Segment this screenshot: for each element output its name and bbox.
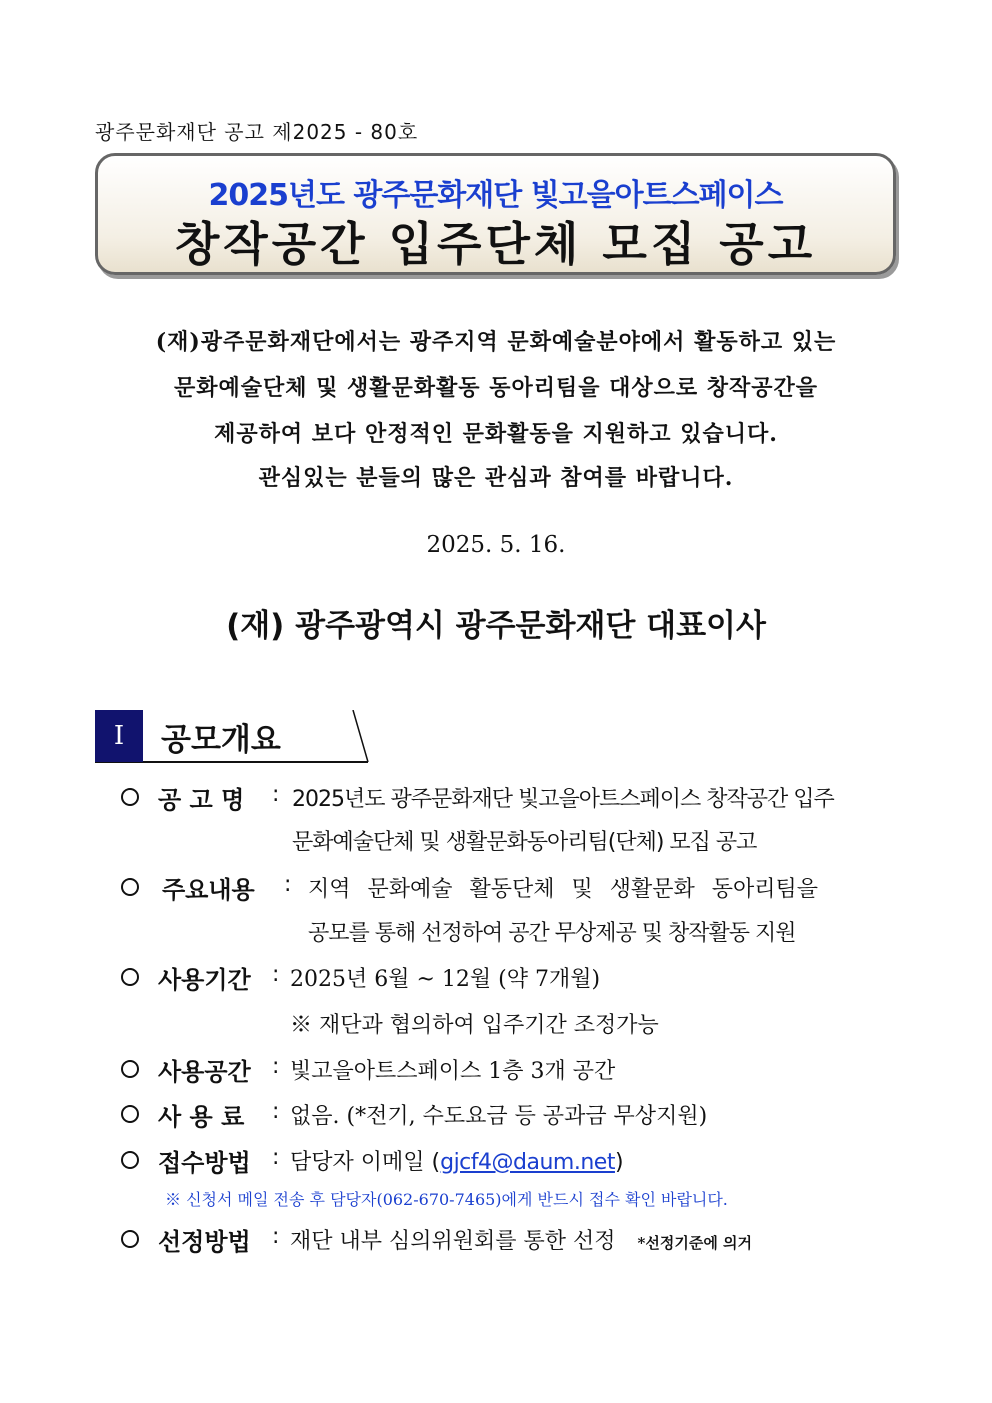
- circle-bullet-icon: [121, 968, 139, 986]
- item-label: 선정방법: [158, 1228, 251, 1256]
- circle-bullet-icon: [121, 1230, 139, 1248]
- circle-bullet-icon: [121, 1151, 139, 1169]
- item-value: 2025년도 광주문화재단 빛고을아트스페이스 창작공간 입주: [292, 787, 834, 812]
- intro-line: (재)광주문화재단에서는 광주지역 문화예술분야에서 활동하고 있는: [155, 329, 837, 355]
- paren-close: ): [614, 1150, 624, 1175]
- circle-bullet-icon: [121, 788, 139, 806]
- title-line-1: 2025년도 광주문화재단 빛고을아트스페이스: [208, 178, 783, 213]
- title-box: [95, 153, 896, 275]
- colon: :: [272, 1224, 280, 1249]
- item-label: 공 고 명: [158, 786, 245, 814]
- apply-text: 담당자 이메일: [290, 1150, 425, 1175]
- notice-number: 광주문화재단 공고 제2025 - 80호: [95, 120, 419, 144]
- item-label: 접수방법: [158, 1149, 251, 1177]
- circle-bullet-icon: [121, 1060, 139, 1078]
- colon: :: [272, 1054, 280, 1079]
- signer: (재) 광주광역시 광주문화재단 대표이사: [226, 608, 766, 644]
- section-title: 공모개요: [161, 722, 281, 758]
- intro-line: 관심있는 분들의 많은 관심과 참여를 바랍니다.: [258, 465, 734, 491]
- colon: :: [272, 1145, 280, 1170]
- notice-date: 2025. 5. 16.: [426, 532, 566, 558]
- item-value: 공모를 통해 선정하여 공간 무상제공 및 창작활동 지원: [308, 921, 796, 946]
- title-line-2: 창작공간 입주단체 모집 공고: [174, 217, 817, 271]
- intro-line: 제공하여 보다 안정적인 문화활동을 지원하고 있습니다.: [214, 421, 778, 447]
- colon: :: [272, 782, 280, 807]
- item-value: 문화예술단체 및 생활문화동아리팀(단체) 모집 공고: [292, 830, 757, 855]
- section-number: Ⅰ: [95, 710, 143, 762]
- circle-bullet-icon: [121, 878, 139, 896]
- email-link[interactable]: gjcf4@daum.net: [440, 1150, 615, 1175]
- selection-note: *선정기준에 의거: [637, 1234, 753, 1252]
- item-label: 사 용 료: [158, 1103, 245, 1131]
- item-value: 없음. (*전기, 수도요금 등 공과금 무상지원): [290, 1104, 708, 1129]
- circle-bullet-icon: [121, 1105, 139, 1123]
- colon: :: [284, 872, 292, 897]
- item-value: 지역 문화예술 활동단체 및 생활문화 동아리팀을: [308, 877, 819, 902]
- paren-open: (: [431, 1150, 441, 1175]
- intro-line: 문화예술단체 및 생활문화활동 동아리팀을 대상으로 창작공간을: [173, 375, 819, 401]
- selection-text: 재단 내부 심의위원회를 통한 선정: [290, 1229, 616, 1254]
- item-label: 사용공간: [158, 1058, 251, 1086]
- colon: :: [272, 962, 280, 987]
- item-label: 주요내용: [162, 876, 255, 904]
- item-value: [290, 1145, 624, 1176]
- section-heading: [95, 710, 370, 766]
- item-value: ※ 재단과 협의하여 입주기간 조정가능: [290, 1013, 659, 1038]
- application-note: ※ 신청서 메일 전송 후 담당자(062-670-7465)에게 반드시 접수 확인 바랍니다.: [165, 1190, 728, 1209]
- colon: :: [272, 1099, 280, 1124]
- item-label: 사용기간: [158, 966, 251, 994]
- item-value: 빛고을아트스페이스 1층 3개 공간: [290, 1059, 616, 1084]
- item-value: [290, 1224, 752, 1255]
- item-value: 2025년 6월 ~ 12월 (약 7개월): [290, 967, 601, 992]
